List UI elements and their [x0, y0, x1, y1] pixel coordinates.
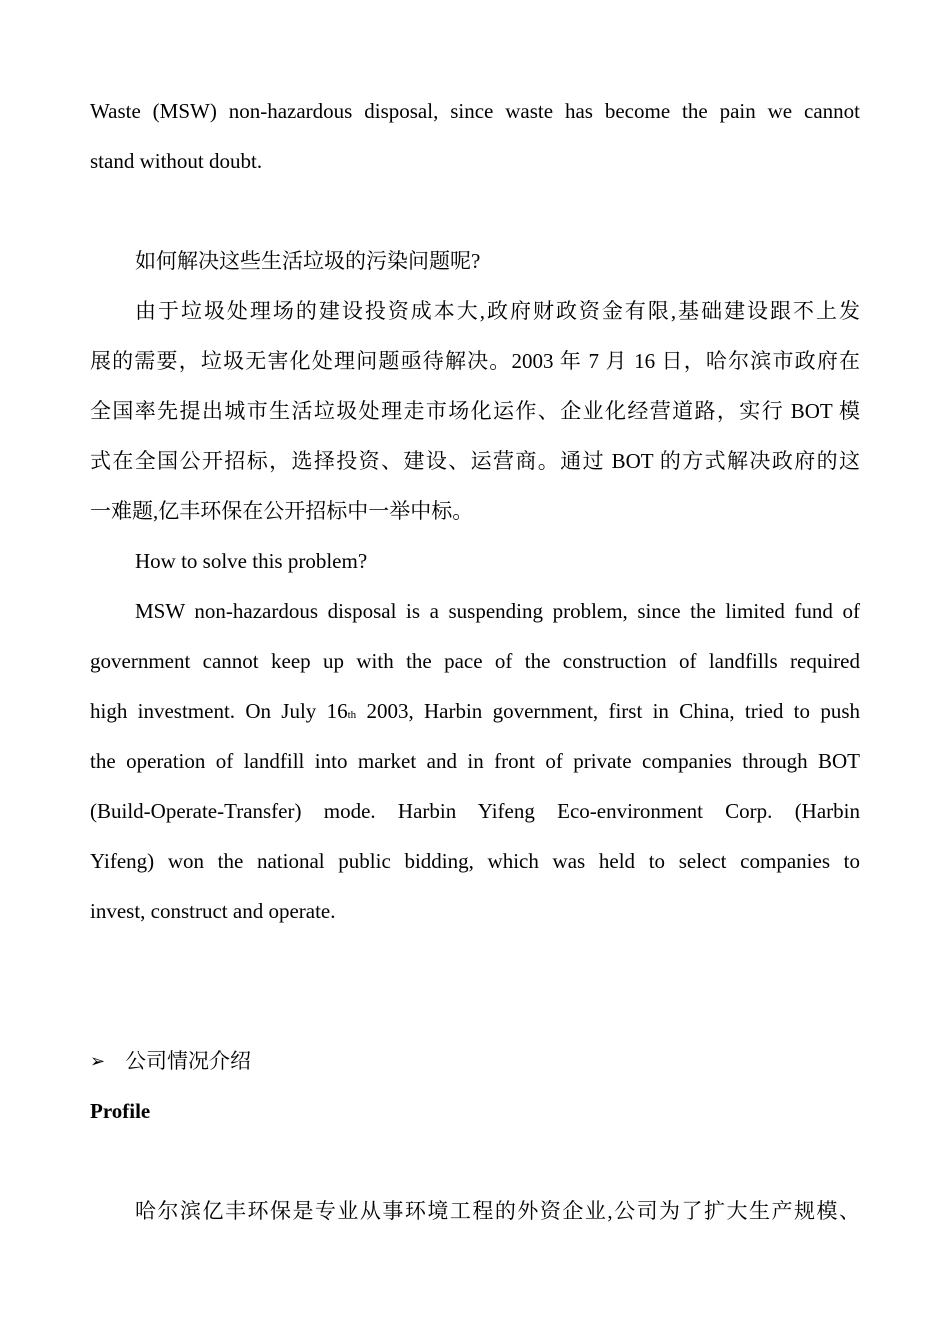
intro-line-1: Waste (MSW) non-hazardous disposal, since waste has become the pain we cannot — [90, 99, 860, 123]
spacer — [90, 936, 860, 1036]
spacer — [90, 1136, 860, 1186]
paragraph-cn-line-2: 展的需要，垃圾无害化处理问题亟待解决。2003 年 7 月 16 日，哈尔滨市政府在 — [90, 349, 860, 373]
paragraph-en-line-5: (Build-Operate-Transfer) mode. Harbin Yifeng Eco-environment Corp. (Harbin — [90, 799, 860, 823]
paragraph-en-line-4: the operation of landfill into market and in front of private companies through BOT — [90, 749, 860, 773]
paragraph-cn-line-3: 全国率先提出城市生活垃圾处理走市场化运作、企业化经营道路，实行 BOT 模 — [90, 399, 860, 423]
paragraph-en-line-3-post: 2003, Harbin government, first in China, tried to push — [356, 699, 860, 723]
section-heading-cn — [90, 1036, 860, 1086]
paragraph-cn-line-5: 一难题,亿丰环保在公开招标中一举中标。 — [90, 499, 474, 523]
intro-line-2: stand without doubt. — [90, 149, 263, 173]
paragraph-cn-line-1: 由于垃圾处理场的建设投资成本大,政府财政资金有限,基础建设跟不上发 — [135, 299, 860, 323]
question-cn: 如何解决这些生活垃圾的污染问题呢? — [135, 249, 481, 273]
paragraph-en-line-7: invest, construct and operate. — [90, 899, 336, 923]
paragraph-en-line-6: Yifeng) won the national public bidding, which was held to select companies to — [90, 849, 860, 873]
paragraph-en-line-2: government cannot keep up with the pace of the construction of landfills required — [90, 649, 860, 673]
paragraph-en-line-3-pre: high investment. On July 16 — [90, 699, 348, 723]
paragraph-cn-line-4: 式在全国公开招标，选择投资、建设、运营商。通过 BOT 的方式解决政府的这 — [90, 449, 860, 473]
question-en: How to solve this problem? — [135, 549, 368, 573]
section-heading-cn-text: 公司情况介绍 — [125, 1049, 251, 1073]
profile-cn-line-1: 哈尔滨亿丰环保是专业从事环境工程的外资企业,公司为了扩大生产规模、 — [135, 1199, 860, 1223]
paragraph-en-line-1: MSW non-hazardous disposal is a suspending problem, since the limited fund of — [135, 599, 860, 623]
arrow-bullet-icon: ➢ — [90, 1051, 106, 1071]
spacer — [90, 186, 860, 236]
document-page — [90, 86, 860, 1236]
ordinal-suffix: th — [347, 709, 357, 721]
section-heading-en: Profile — [90, 1099, 151, 1123]
paragraph-en-line-3 — [90, 686, 860, 736]
